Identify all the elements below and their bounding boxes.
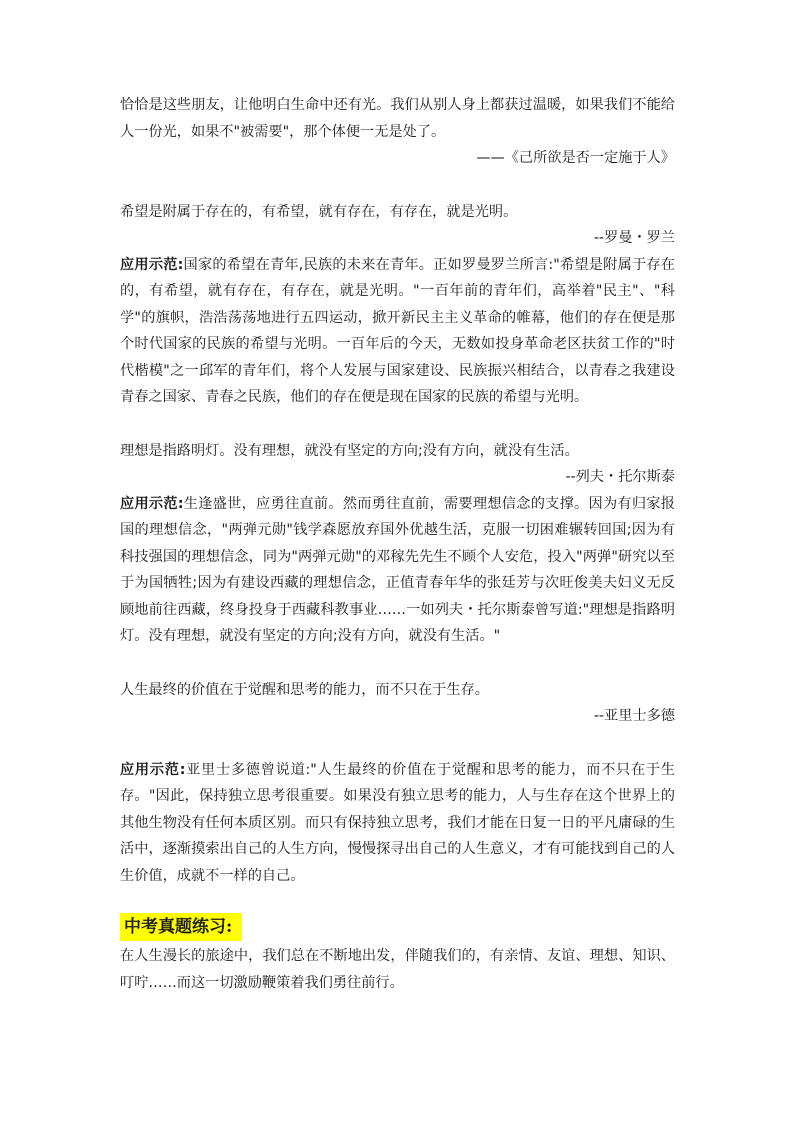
attribution-tolstoy: --列夫・托尔斯泰 <box>565 469 675 485</box>
document-page <box>120 92 675 996</box>
example-label: 应用示范: <box>120 761 186 778</box>
spacer <box>120 730 675 757</box>
attribution-romain-rolland: --罗曼・罗兰 <box>593 230 675 246</box>
example-value <box>120 757 675 890</box>
quote-hope: 希望是附属于存在的，有希望，就有存在，有存在，就是光明。 <box>120 203 518 220</box>
paragraph-intro: 恰恰是这些朋友，让他明白生命中还有光。我们从别人身上都获过温暖，如果我们不能给人一份光，如果不"被需要"，那个体便一无是处了。 <box>120 97 675 140</box>
section-heading-wrap <box>120 913 675 941</box>
spacer <box>120 411 675 438</box>
quote-ideal: 理想是指路明灯。没有理想，就没有坚定的方向;没有方向，就没有生活。 <box>120 442 579 459</box>
example-label: 应用示范: <box>120 495 184 512</box>
attribution-aristotle: --亚里士多德 <box>593 708 675 724</box>
spacer <box>120 172 675 199</box>
paragraph-practice: 在人生漫长的旅途中，我们总在不断地出发，伴随我们的，有亲情、友谊、理想、知识、叮咛……而这一切激励鞭策着我们勇往前行。 <box>120 948 675 991</box>
example-hope-text: 国家的希望在青年,民族的未来在青年。正如罗曼罗兰所言:"希望是附属于存在的，有希望，就有存在，有存在，就是光明。"一百年前的青年们，高举着"民主"、"科学"的旗帜，浩浩荡荡地进行五四运动，掀开新民主主义革命的帷幕，他们的存在便是那个时代国家的民族的希望与光明。一百年后的今天，无数如投身革命老区扶贫工作的"时代楷模"之一邱军的青年们，将个人发展与国家建设、民族振兴相结合，以青春之我建设青春之国家、青春之民族，他们的存在便是现在国家的民族的希望与光明。 <box>120 256 675 405</box>
example-ideal-text: 生逢盛世，应勇往直前。然而勇往直前，需要理想信念的支撑。因为有归家报国的理想信念，"两弹元勋"钱学森愿放弃国外优越生活，克服一切困难辗转回国;因为有科技强国的理想信念，同为"两弹元勋"的邓稼先先生不顾个人安危，投入"两弹"研究以至于为国牺牲;因为有建设西藏的理想信念，正值青春年华的张廷芳与次旺俊美夫妇义无反顾地前往西藏，终身投身于西藏科教事业……一如列夫・托尔斯泰曾写道:"理想是指路明灯。没有理想，就没有坚定的方向;没有方向，就没有生活。" <box>120 495 675 644</box>
attribution-essay: ——《己所欲是否一定施于人》 <box>476 150 675 166</box>
spacer <box>120 650 675 677</box>
example-hope <box>120 252 675 411</box>
example-value-text: 亚里士多德曾说道:"人生最终的价值在于觉醒和思考的能力，而不只在于生存。"因此，保持独立思考很重要。如果没有独立思考的能力，人与生存在这个世界上的其他生物没有任何本质区别。而只有保持独立思考，我们才能在日复一日的平凡庸碌的生活中，逐渐摸索出自己的人生方向，慢慢探寻出自己的人生意义，才有可能找到自己的人生价值，成就不一样的自己。 <box>120 761 675 884</box>
quote-value: 人生最终的价值在于觉醒和思考的能力，而不只在于生存。 <box>120 681 489 698</box>
example-label: 应用示范: <box>120 256 184 273</box>
example-ideal <box>120 491 675 650</box>
spacer <box>120 889 675 909</box>
section-heading: 中考真题练习: <box>120 913 242 941</box>
